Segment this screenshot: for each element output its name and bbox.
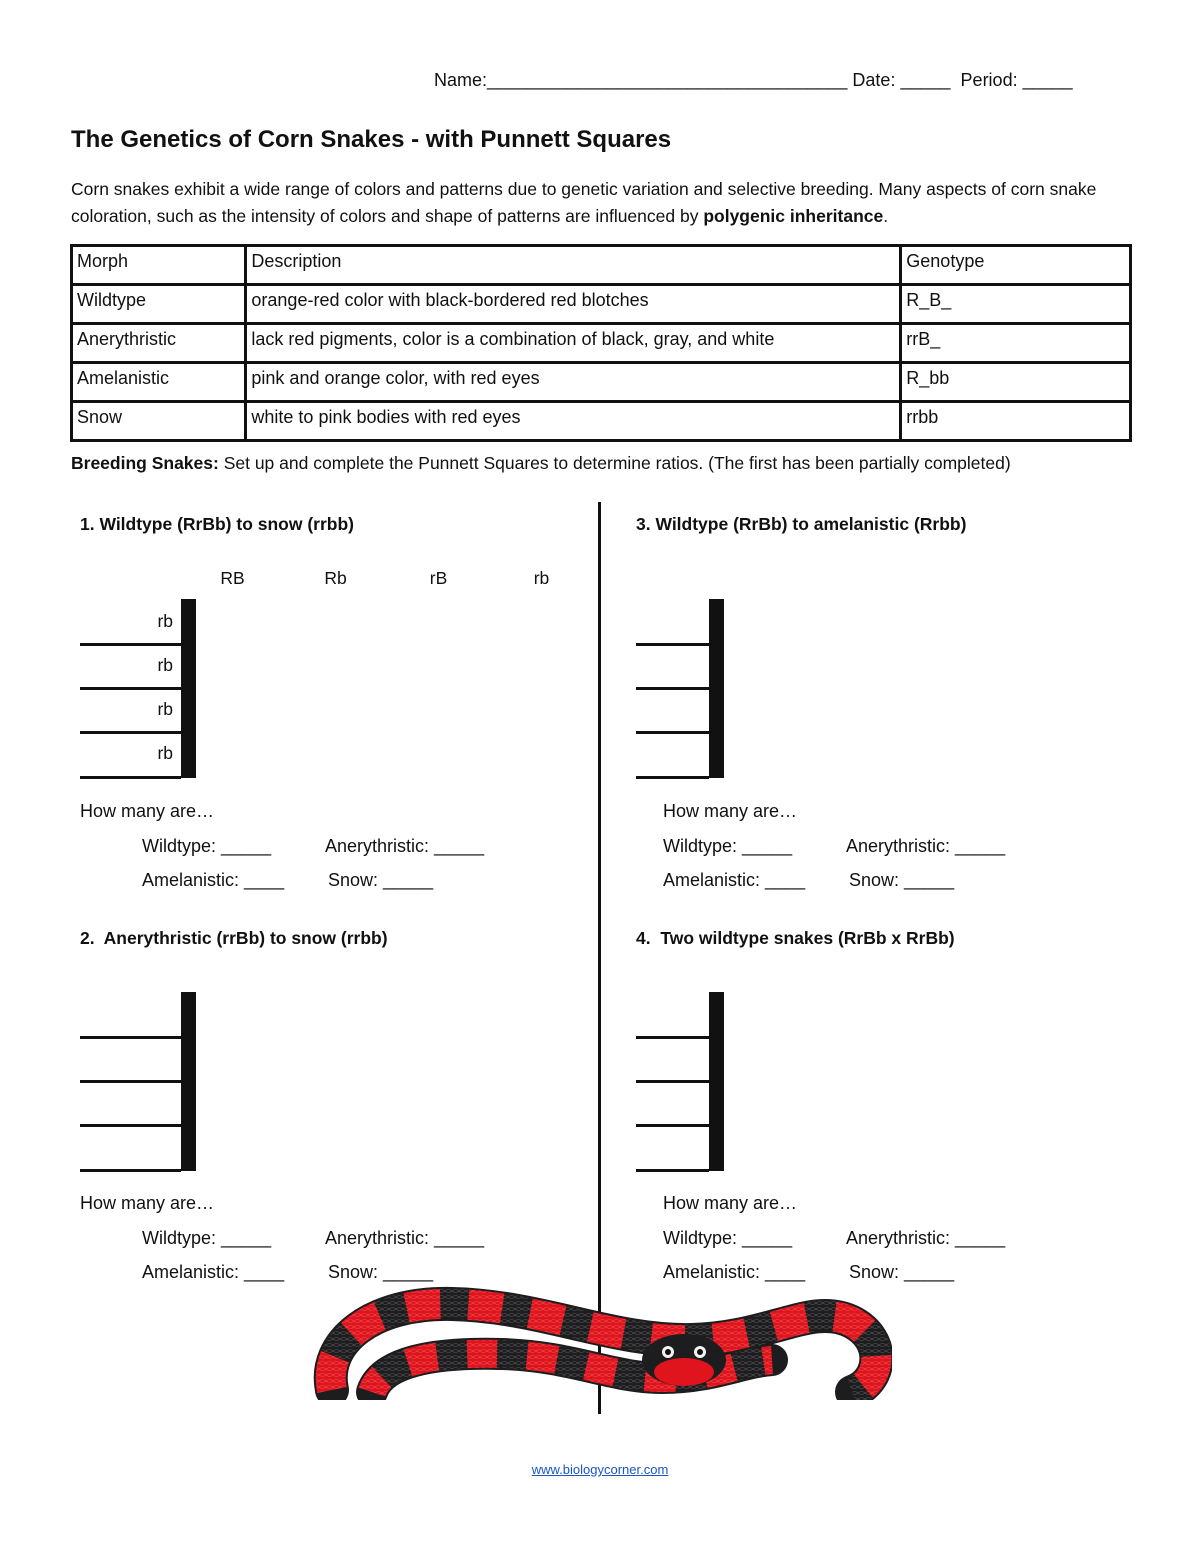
snow-count[interactable]: Snow: _____	[849, 1262, 955, 1282]
punnett-cell[interactable]	[720, 601, 723, 645]
question-4-title: 4. Two wildtype snakes (RrBb x RrBb)	[636, 928, 955, 948]
how-many-label: How many are…	[80, 801, 215, 821]
biologycorner-link[interactable]: www.biologycorner.com	[531, 1462, 669, 1477]
row-label-line[interactable]	[636, 643, 709, 646]
punnett-cell[interactable]	[192, 1126, 195, 1170]
punnett-cell[interactable]	[720, 689, 723, 733]
name-label: Name:	[434, 70, 488, 90]
row-label-line[interactable]	[80, 731, 181, 734]
morph-cell: Anerythristic	[72, 324, 246, 363]
punnett-row	[711, 733, 723, 777]
row-label-line[interactable]	[80, 1036, 181, 1039]
intro-bold-term: polygenic inheritance	[703, 206, 884, 226]
how-many-label: How many are…	[663, 1193, 798, 1213]
morph-cell: Wildtype	[72, 285, 246, 324]
footer	[0, 1462, 1200, 1477]
row-label-line[interactable]	[636, 687, 709, 690]
column-divider	[598, 502, 601, 1414]
punnett-grid	[181, 599, 196, 778]
snow-count[interactable]: Snow: _____	[328, 870, 434, 890]
punnett-row	[711, 1126, 723, 1170]
morph-table	[70, 244, 1132, 442]
student-info-line	[434, 70, 1073, 91]
snow-count[interactable]: Snow: _____	[849, 870, 955, 890]
how-many-label: How many are…	[663, 801, 798, 821]
row-label-line[interactable]	[80, 776, 181, 779]
question-2-title: 2. Anerythristic (rrBb) to snow (rrbb)	[80, 928, 388, 948]
date-label: Date:	[852, 70, 896, 90]
morph-cell: Amelanistic	[72, 363, 246, 402]
table-header-row	[72, 246, 1131, 285]
question-1-title: 1. Wildtype (RrBb) to snow (rrbb)	[80, 514, 354, 534]
punnett-row-label: rb	[157, 655, 173, 675]
genotype-cell: rrB_	[901, 324, 1131, 363]
question-3-title: 3. Wildtype (RrBb) to amelanistic (Rrbb)	[636, 514, 967, 534]
punnett-row	[711, 1082, 723, 1126]
table-row	[72, 285, 1131, 324]
wildtype-count[interactable]: Wildtype: _____	[663, 1228, 793, 1248]
row-label-line[interactable]	[636, 731, 709, 734]
punnett-row	[183, 689, 195, 733]
punnett-cell[interactable]	[720, 1038, 723, 1082]
punnett-row	[183, 601, 195, 645]
punnett-row-label: rb	[157, 743, 173, 763]
corn-snake-illustration	[312, 1282, 892, 1400]
punnett-cell[interactable]	[192, 1038, 195, 1082]
intro-text: Corn snakes exhibit a wide range of colors and patterns due to genetic variation and selective breeding. Many aspects of corn snake coloration, such as the intensity of colors and shape of patterns are influenced by	[71, 179, 1097, 226]
wildtype-count[interactable]: Wildtype: _____	[142, 836, 272, 856]
date-blank[interactable]: _____	[900, 70, 951, 90]
punnett-row	[183, 1082, 195, 1126]
anerythristic-count[interactable]: Anerythristic: _____	[846, 836, 1006, 856]
punnett-cell[interactable]	[192, 645, 195, 689]
amelanistic-count[interactable]: Amelanistic: ____	[663, 1262, 806, 1282]
punnett-row-label: rb	[157, 611, 173, 631]
table-row	[72, 402, 1131, 441]
punnett-row-label: rb	[157, 699, 173, 719]
row-label-line[interactable]	[636, 1169, 709, 1172]
punnett-grid	[709, 992, 724, 1171]
wildtype-count[interactable]: Wildtype: _____	[142, 1228, 272, 1248]
genotype-cell: R_bb	[901, 363, 1131, 402]
punnett-row	[711, 689, 723, 733]
morph-cell: Snow	[72, 402, 246, 441]
row-label-line[interactable]	[80, 1169, 181, 1172]
punnett-row	[711, 1038, 723, 1082]
punnett-column-label: RB	[220, 568, 245, 588]
amelanistic-count[interactable]: Amelanistic: ____	[142, 1262, 285, 1282]
table-row	[72, 324, 1131, 363]
punnett-column-label: rB	[429, 568, 448, 588]
breeding-label: Breeding Snakes:	[71, 453, 219, 473]
intro-end: .	[883, 206, 889, 226]
snow-count[interactable]: Snow: _____	[328, 1262, 434, 1282]
punnett-row	[711, 994, 723, 1038]
punnett-grid	[181, 992, 196, 1171]
punnett-cell[interactable]	[720, 733, 723, 777]
punnett-row	[183, 1126, 195, 1170]
punnett-cell[interactable]	[192, 689, 195, 733]
breeding-text: Set up and complete the Punnett Squares to determine ratios. (The first has been partially completed)	[218, 453, 1011, 473]
punnett-cell[interactable]	[192, 601, 195, 645]
punnett-grid	[709, 599, 724, 778]
punnett-column-label: rb	[533, 568, 550, 588]
row-label-line[interactable]	[636, 1036, 709, 1039]
anerythristic-count[interactable]: Anerythristic: _____	[325, 836, 485, 856]
description-cell: lack red pigments, color is a combination of black, gray, and white	[246, 324, 901, 363]
row-label-line[interactable]	[80, 1080, 181, 1083]
name-blank[interactable]: ____________________________________	[487, 70, 848, 90]
intro-paragraph	[71, 176, 1136, 230]
punnett-cell[interactable]	[720, 1126, 723, 1170]
punnett-cell[interactable]	[720, 994, 723, 1038]
page-title: The Genetics of Corn Snakes - with Punnett Squares	[71, 126, 672, 153]
genotype-cell: rrbb	[901, 402, 1131, 441]
anerythristic-count[interactable]: Anerythristic: _____	[325, 1228, 485, 1248]
punnett-row	[183, 733, 195, 777]
anerythristic-count[interactable]: Anerythristic: _____	[846, 1228, 1006, 1248]
row-label-line[interactable]	[80, 1124, 181, 1127]
punnett-row	[183, 1038, 195, 1082]
row-label-line[interactable]	[636, 1080, 709, 1083]
description-cell: orange-red color with black-bordered red blotches	[246, 285, 901, 324]
amelanistic-count[interactable]: Amelanistic: ____	[142, 870, 285, 890]
punnett-cell[interactable]	[192, 994, 195, 1038]
punnett-row	[711, 601, 723, 645]
header-morph: Morph	[72, 246, 246, 285]
header-genotype: Genotype	[901, 246, 1131, 285]
punnett-cell[interactable]	[192, 733, 195, 777]
header-description: Description	[246, 246, 901, 285]
period-blank[interactable]: _____	[1022, 70, 1073, 90]
description-cell: pink and orange color, with red eyes	[246, 363, 901, 402]
punnett-cell[interactable]	[192, 1082, 195, 1126]
breeding-instructions	[71, 453, 1011, 474]
row-label-line[interactable]	[636, 1124, 709, 1127]
punnett-row	[183, 994, 195, 1038]
row-label-line[interactable]	[80, 687, 181, 690]
period-label: Period:	[960, 70, 1018, 90]
punnett-row	[711, 645, 723, 689]
row-label-line[interactable]	[636, 776, 709, 779]
table-row	[72, 363, 1131, 402]
genotype-cell: R_B_	[901, 285, 1131, 324]
punnett-cell[interactable]	[720, 1082, 723, 1126]
row-label-line[interactable]	[80, 643, 181, 646]
how-many-label: How many are…	[80, 1193, 215, 1213]
wildtype-count[interactable]: Wildtype: _____	[663, 836, 793, 856]
punnett-column-label: Rb	[324, 568, 347, 588]
amelanistic-count[interactable]: Amelanistic: ____	[663, 870, 806, 890]
punnett-row	[183, 645, 195, 689]
punnett-cell[interactable]	[720, 645, 723, 689]
description-cell: white to pink bodies with red eyes	[246, 402, 901, 441]
